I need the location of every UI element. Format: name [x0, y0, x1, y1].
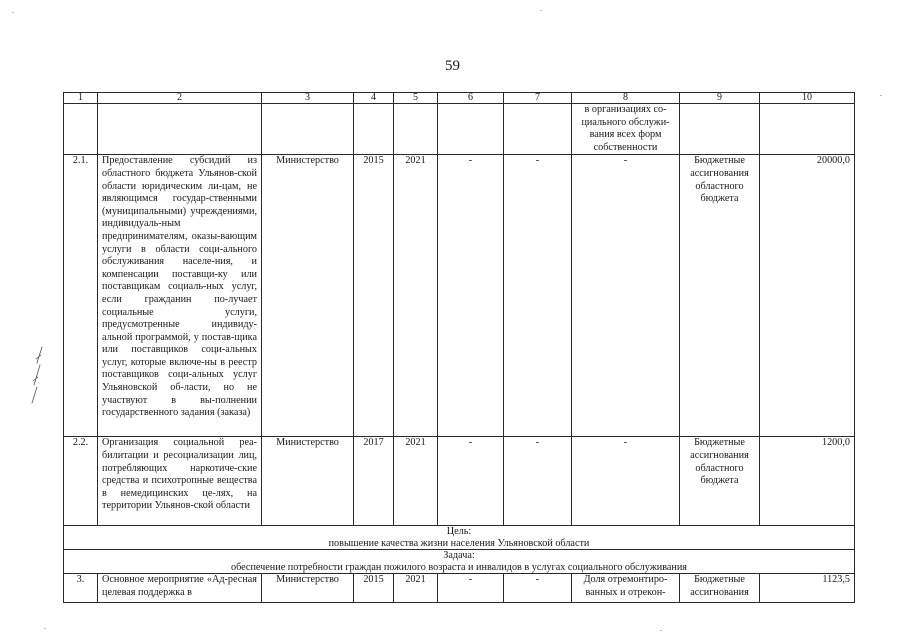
amount-cell: 1200,0	[760, 437, 855, 526]
program-table	[63, 92, 855, 603]
indicator-cell: -	[572, 155, 680, 437]
end-year-cell: 2021	[394, 437, 438, 526]
col7-cell: -	[504, 574, 572, 603]
column-number: 3	[262, 93, 354, 104]
column-number: 7	[504, 93, 572, 104]
scan-speck	[880, 95, 882, 96]
executor-cell: Министерство	[262, 155, 354, 437]
measure-description: Предоставление субсидий из областного бюджета Ульянов-ской области юридическим ли-цам, не являющимся государ-ственными (муниципальными) учреждениями, индивидуаль-ным предпринимателям, оказы-вающим услуги в области соци-ального обслуживания населе-ния, и компенсации поставщи-ку или поставщикам социаль-ных услуг, если гражданин по-лучает социальные услуги, предусмотренные индивиду-альной программой, у постав-щика или поставщиков соци-альных услуг, которые включе-ны в реестр поставщиков соци-альных услуг Ульяновской об-ласти, но не участвуют в вы-полнении государственного задания (заказа)	[98, 155, 262, 437]
task-text: обеспечение потребности граждан пожилого возраста и инвалидов в услугах социального обслуживания	[231, 561, 687, 573]
goal-cell	[64, 526, 855, 550]
goal-text: повышение качества жизни населения Ульяновской области	[328, 537, 590, 549]
col7-cell: -	[504, 155, 572, 437]
end-year-cell: 2021	[394, 574, 438, 603]
row-number: 3.	[64, 574, 98, 603]
executor-cell: Министерство	[262, 437, 354, 526]
column-number: 2	[98, 93, 262, 104]
page-number: 59	[445, 58, 460, 74]
column-number: 10	[760, 93, 855, 104]
task-row	[64, 550, 855, 574]
row-number: 2.2.	[64, 437, 98, 526]
column-number: 9	[680, 93, 760, 104]
indicator-cell: -	[572, 437, 680, 526]
task-cell	[64, 550, 855, 574]
column-number-row	[64, 93, 855, 104]
col6-cell: -	[438, 437, 504, 526]
column-number: 1	[64, 93, 98, 104]
col7-cell: -	[504, 437, 572, 526]
column-number: 4	[354, 93, 394, 104]
scan-speck	[660, 630, 662, 631]
start-year-cell: 2015	[354, 574, 394, 603]
start-year-cell: 2017	[354, 437, 394, 526]
row-number: 2.1.	[64, 155, 98, 437]
goal-row	[64, 526, 855, 550]
measure-description: Основное мероприятие «Ад-ресная целевая поддержка в	[98, 574, 262, 603]
continuation-row	[64, 104, 855, 155]
measure-description: Организация социальной реа-билитации и ресоциализации лиц, потребляющих наркотиче-ские средства и психотропные вещества в немедицинских це-лях, на территории Ульянов-ской области	[98, 437, 262, 526]
funding-source-cell: Бюджетные ассигнования областного бюджета	[680, 155, 760, 437]
program-table-container	[63, 92, 855, 603]
column-number: 5	[394, 93, 438, 104]
goal-label: Цель:	[446, 526, 472, 538]
column-number: 6	[438, 93, 504, 104]
col6-cell: -	[438, 574, 504, 603]
indicator-cell: Доля отремонтиро-ванных и отрекон-	[572, 574, 680, 603]
table-row	[64, 155, 855, 437]
task-label: Задача:	[443, 550, 475, 562]
scan-speck	[44, 628, 46, 629]
funding-source-cell: Бюджетные ассигнования областного бюджета	[680, 437, 760, 526]
scan-speck	[540, 10, 542, 11]
executor-cell: Министерство	[262, 574, 354, 603]
scan-speck	[12, 12, 14, 13]
continuation-indicator-text: в организациях со-циального обслужи-вания всех форм собственности	[572, 104, 680, 155]
amount-cell: 1123,5	[760, 574, 855, 603]
end-year-cell: 2021	[394, 155, 438, 437]
funding-source-cell: Бюджетные ассигнования	[680, 574, 760, 603]
amount-cell: 20000,0	[760, 155, 855, 437]
table-row	[64, 574, 855, 603]
col6-cell: -	[438, 155, 504, 437]
table-row	[64, 437, 855, 526]
column-number: 8	[572, 93, 680, 104]
margin-pen-mark	[28, 345, 52, 405]
start-year-cell: 2015	[354, 155, 394, 437]
